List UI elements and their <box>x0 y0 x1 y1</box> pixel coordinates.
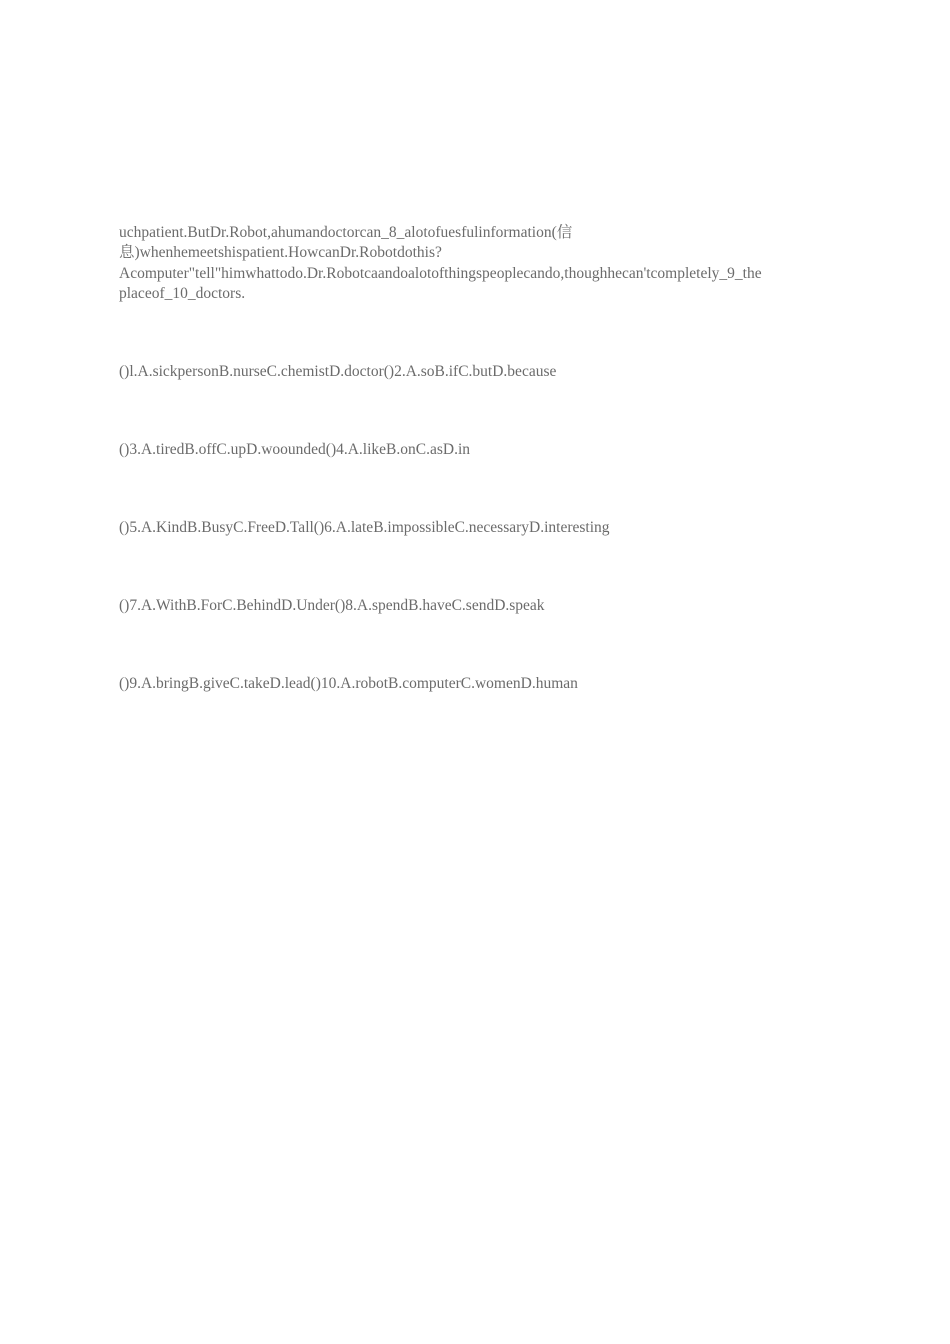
question-options-5-6: ()5.A.KindB.BusyC.FreeD.Tall()6.A.lateB.impossibleC.necessaryD.interesting <box>119 519 610 536</box>
passage-line: uchpatient.ButDr.Robot,ahumandoctorcan_8_alotofuesfulinformation(信 <box>119 224 573 241</box>
question-options-7-8: ()7.A.WithB.ForC.BehindD.Under()8.A.spendB.haveC.sendD.speak <box>119 597 545 614</box>
question-options-3-4: ()3.A.tiredB.offC.upD.woounded()4.A.likeB.onC.asD.in <box>119 441 471 458</box>
passage-text <box>119 223 831 304</box>
question-options-1-2: ()l.A.sickpersonB.nurseC.chemistD.doctor()2.A.soB.ifC.butD.because <box>119 363 557 380</box>
passage-line: placeof_10_doctors. <box>119 284 246 302</box>
passage-line: 息)whenhemeetshispatient.HowcanDr.Robotdothis? <box>119 244 442 262</box>
passage-line: Acomputer"tell"himwhattodo.Dr.Robotcaandoalotofthingspeoplecando,thoughhecan'tcompletely_9_the <box>119 264 762 282</box>
question-options-9-10: ()9.A.bringB.giveC.takeD.lead()10.A.robotB.computerC.womenD.human <box>119 675 578 692</box>
